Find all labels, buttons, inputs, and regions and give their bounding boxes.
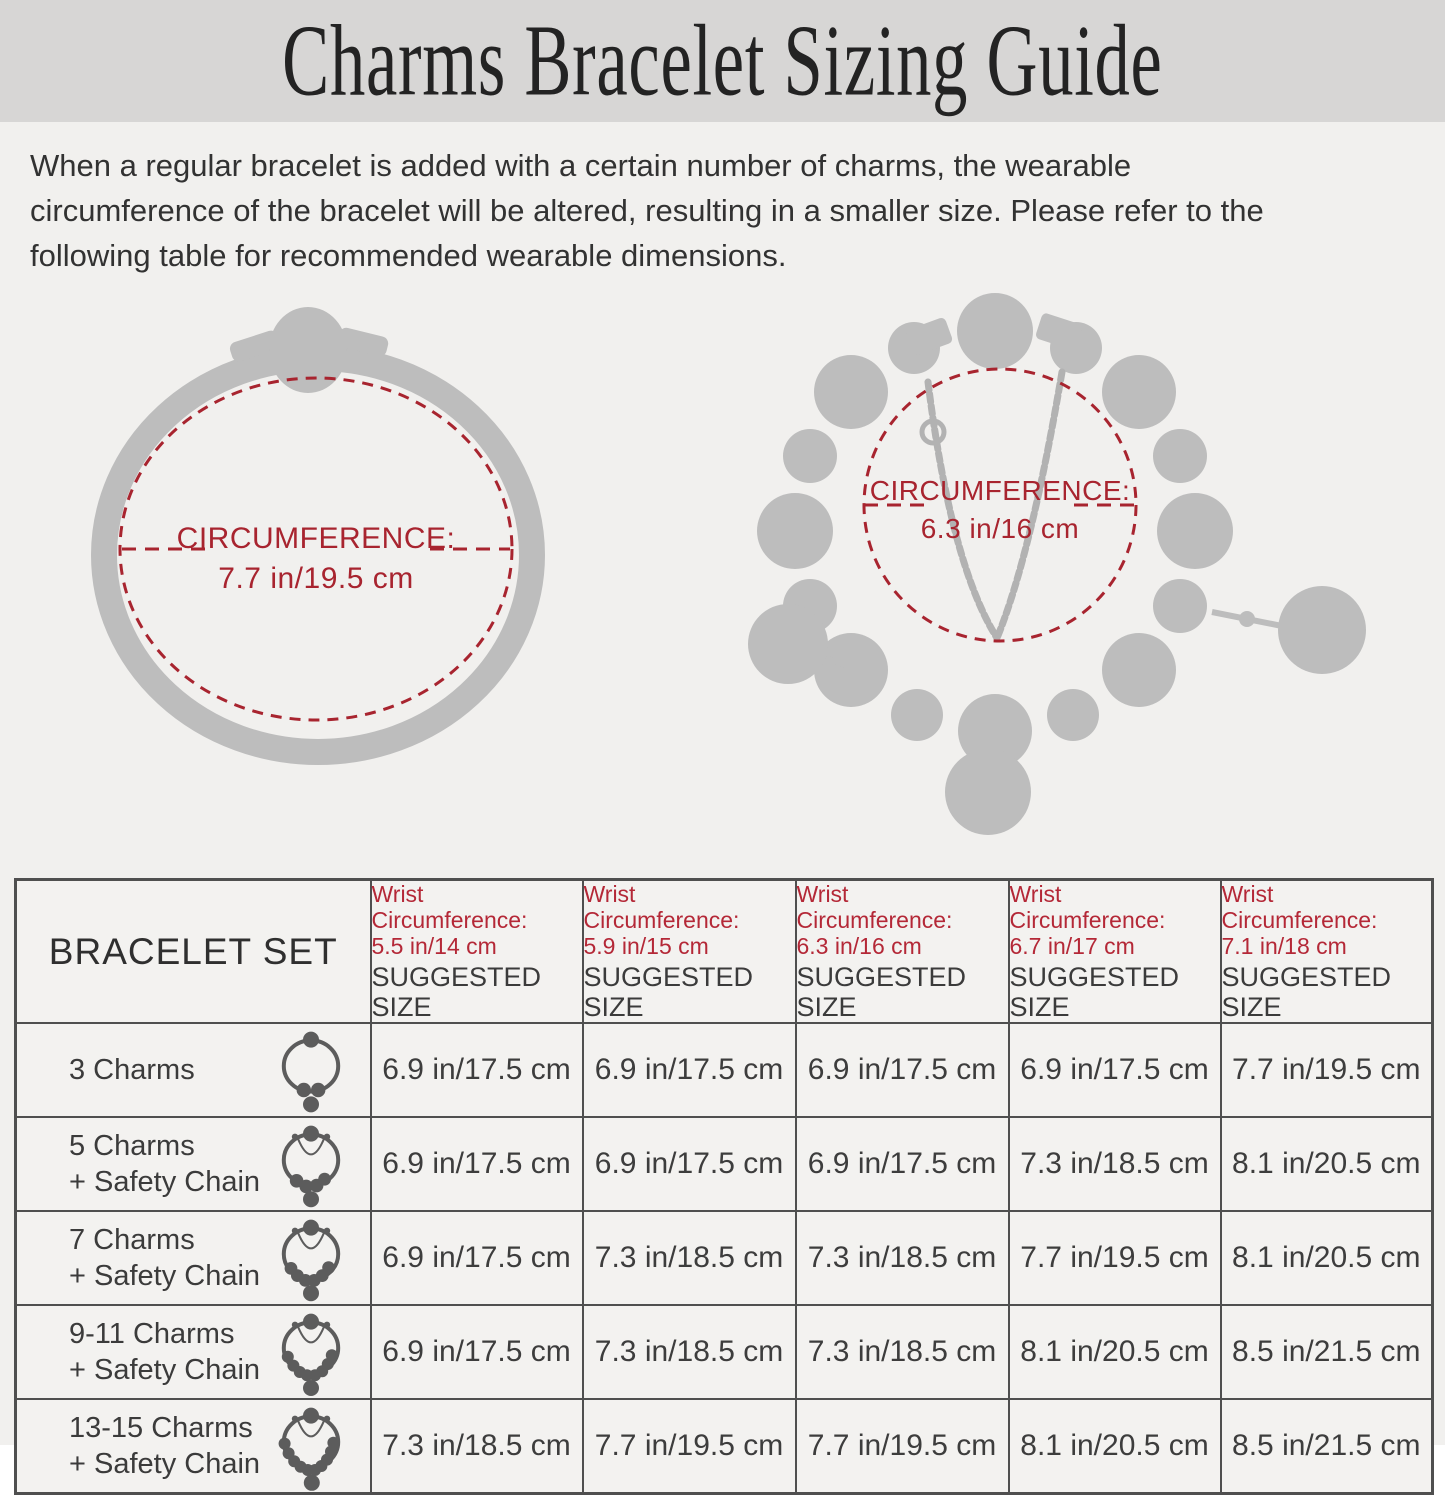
row-label-2: + Safety Chain bbox=[69, 1354, 261, 1386]
size-cell: 7.3 in/18.5 cm bbox=[796, 1305, 1009, 1399]
bracelet-13-15-charms-icon bbox=[267, 1400, 355, 1492]
charm-bracelet-annotation bbox=[864, 369, 1136, 641]
size-cell: 8.5 in/21.5 cm bbox=[1221, 1399, 1433, 1494]
size-cell: 6.9 in/17.5 cm bbox=[371, 1023, 583, 1117]
wrist-col-header bbox=[583, 880, 796, 1024]
size-cell: 6.9 in/17.5 cm bbox=[371, 1211, 583, 1305]
table-row bbox=[16, 1211, 1433, 1305]
intro-line: When a regular bracelet is added with a certain number of charms, the wearable bbox=[30, 148, 1132, 183]
circumference-value: 7.7 in/19.5 cm bbox=[218, 562, 414, 595]
intro-line: circumference of the bracelet will be altered, resulting in a smaller size. Please refer to the bbox=[30, 193, 1264, 228]
row-label: 13-15 Charms bbox=[69, 1412, 253, 1444]
wrist-circumference-label: Wrist Circumference: bbox=[583, 881, 740, 933]
wrist-circumference-value: 5.9 in/15 cm bbox=[583, 933, 709, 959]
sizing-table bbox=[14, 878, 1434, 1495]
size-cell: 8.1 in/20.5 cm bbox=[1009, 1305, 1221, 1399]
table-row bbox=[16, 1399, 1433, 1494]
page-title: Charms Bracelet Sizing Guide bbox=[282, 4, 1163, 118]
wrist-circumference-value: 6.7 in/17 cm bbox=[1009, 933, 1135, 959]
circumference-label: CIRCUMFERENCE: bbox=[176, 522, 456, 555]
row-label: 7 Charms bbox=[69, 1224, 195, 1256]
size-cell: 7.3 in/18.5 cm bbox=[796, 1211, 1009, 1305]
size-cell: 6.9 in/17.5 cm bbox=[371, 1117, 583, 1211]
suggested-size-label: SUGGESTED SIZE bbox=[371, 962, 542, 1022]
size-cell: 8.1 in/20.5 cm bbox=[1009, 1399, 1221, 1494]
row-label: 5 Charms bbox=[69, 1130, 195, 1162]
wrist-col-header bbox=[1221, 880, 1433, 1024]
suggested-size-label: SUGGESTED SIZE bbox=[1009, 962, 1180, 1022]
size-cell: 7.7 in/19.5 cm bbox=[583, 1399, 796, 1494]
size-cell: 8.5 in/21.5 cm bbox=[1221, 1305, 1433, 1399]
table-row bbox=[16, 1117, 1433, 1211]
size-cell: 8.1 in/20.5 cm bbox=[1221, 1117, 1433, 1211]
circumference-value: 6.3 in/16 cm bbox=[920, 513, 1080, 544]
bracelet-set-cell bbox=[16, 1211, 371, 1305]
suggested-size-label: SUGGESTED SIZE bbox=[583, 962, 754, 1022]
size-cell: 7.3 in/18.5 cm bbox=[583, 1211, 796, 1305]
bracelet-set-header: BRACELET SET bbox=[16, 880, 371, 1024]
size-cell: 6.9 in/17.5 cm bbox=[583, 1117, 796, 1211]
size-cell: 7.7 in/19.5 cm bbox=[1221, 1023, 1433, 1117]
wrist-col-header bbox=[1009, 880, 1221, 1024]
row-label-2: + Safety Chain bbox=[69, 1260, 261, 1292]
size-cell: 7.7 in/19.5 cm bbox=[1009, 1211, 1221, 1305]
bracelet-9-11-charms-icon bbox=[267, 1306, 355, 1398]
wrist-circumference-value: 6.3 in/16 cm bbox=[796, 933, 922, 959]
wrist-col-header bbox=[371, 880, 583, 1024]
bracelet-set-cell bbox=[16, 1117, 371, 1211]
row-label-2: + Safety Chain bbox=[69, 1166, 261, 1198]
size-cell: 7.3 in/18.5 cm bbox=[1009, 1117, 1221, 1211]
size-cell: 6.9 in/17.5 cm bbox=[1009, 1023, 1221, 1117]
bracelet-7-charms-icon bbox=[267, 1212, 355, 1304]
header-band bbox=[0, 0, 1445, 122]
wrist-circumference-label: Wrist Circumference: bbox=[1009, 881, 1166, 933]
bracelet-diagrams bbox=[0, 270, 1445, 870]
wrist-circumference-label: Wrist Circumference: bbox=[371, 881, 528, 933]
suggested-size-label: SUGGESTED SIZE bbox=[796, 962, 967, 1022]
bracelet-3-charms-icon bbox=[267, 1024, 355, 1116]
suggested-size-label: SUGGESTED SIZE bbox=[1221, 962, 1392, 1022]
wrist-circumference-label: Wrist Circumference: bbox=[1221, 881, 1378, 933]
size-cell: 6.9 in/17.5 cm bbox=[371, 1305, 583, 1399]
bracelet-set-cell bbox=[16, 1023, 371, 1117]
wrist-circumference-value: 7.1 in/18 cm bbox=[1221, 933, 1347, 959]
size-cell: 6.9 in/17.5 cm bbox=[583, 1023, 796, 1117]
size-cell: 8.1 in/20.5 cm bbox=[1221, 1211, 1433, 1305]
plain-bracelet-annotation bbox=[120, 378, 512, 720]
size-cell: 6.9 in/17.5 cm bbox=[796, 1023, 1009, 1117]
circumference-label: CIRCUMFERENCE: bbox=[869, 475, 1131, 506]
bracelet-set-cell bbox=[16, 1399, 371, 1494]
row-label: 3 Charms bbox=[69, 1054, 195, 1086]
size-cell: 7.7 in/19.5 cm bbox=[796, 1399, 1009, 1494]
wrist-col-header bbox=[796, 880, 1009, 1024]
bracelet-5-charms-icon bbox=[267, 1118, 355, 1210]
charm-bracelet-illustration bbox=[748, 293, 1366, 835]
wrist-circumference-value: 5.5 in/14 cm bbox=[371, 933, 497, 959]
size-cell: 6.9 in/17.5 cm bbox=[796, 1117, 1009, 1211]
intro-line: following table for recommended wearable dimensions. bbox=[30, 238, 787, 273]
table-row bbox=[16, 1305, 1433, 1399]
intro-paragraph bbox=[30, 143, 1430, 278]
table-row bbox=[16, 1023, 1433, 1117]
size-cell: 7.3 in/18.5 cm bbox=[371, 1399, 583, 1494]
bracelet-set-cell bbox=[16, 1305, 371, 1399]
row-label-2: + Safety Chain bbox=[69, 1448, 261, 1480]
wrist-circumference-label: Wrist Circumference: bbox=[796, 881, 953, 933]
row-label: 9-11 Charms bbox=[69, 1318, 235, 1350]
table-header-row bbox=[16, 880, 1433, 1024]
size-cell: 7.3 in/18.5 cm bbox=[583, 1305, 796, 1399]
